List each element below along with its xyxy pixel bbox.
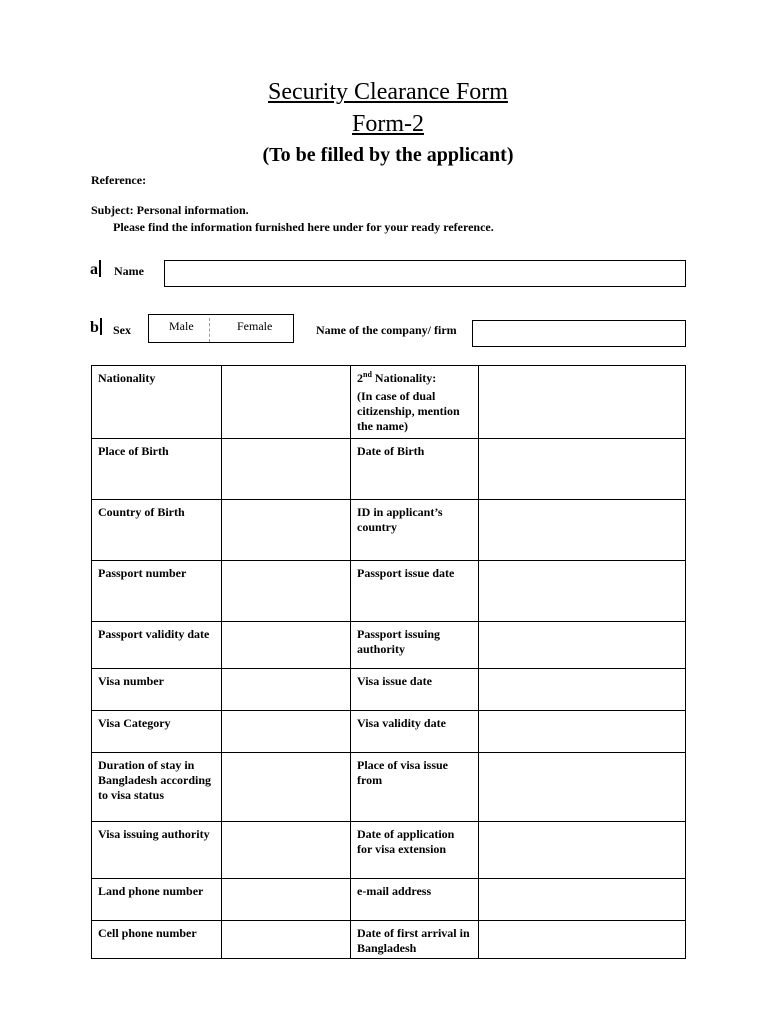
table-row <box>92 921 686 959</box>
sex-option-female[interactable]: Female <box>237 319 273 333</box>
subject-body: Please find the information furnished here under for your ready reference. <box>113 220 494 234</box>
cell-phone-label: Cell phone number <box>92 921 222 959</box>
item-letter-a: a <box>90 260 101 280</box>
table-row <box>92 879 686 921</box>
passport-number-field[interactable] <box>222 561 351 622</box>
duration-of-stay-label: Duration of stay in Bangladesh according to visa status <box>92 753 222 822</box>
visa-issue-date-field[interactable] <box>479 669 686 711</box>
first-arrival-field[interactable] <box>479 921 686 959</box>
visa-issue-place-label: Place of visa issue from <box>351 753 479 822</box>
visa-authority-label: Visa issuing authority <box>92 822 222 879</box>
land-phone-field[interactable] <box>222 879 351 921</box>
name-label: Name <box>114 264 144 278</box>
company-field[interactable] <box>472 320 686 347</box>
table-row <box>92 753 686 822</box>
nationality-field[interactable] <box>222 366 351 439</box>
sex-selector <box>148 314 294 343</box>
form-number: Form-2 <box>352 111 424 137</box>
table-row <box>92 822 686 879</box>
id-in-country-label: ID in applicant’s country <box>351 500 479 561</box>
date-of-birth-field[interactable] <box>479 439 686 500</box>
table-row <box>92 561 686 622</box>
visa-issue-place-field[interactable] <box>479 753 686 822</box>
table-row <box>92 366 686 439</box>
passport-issue-date-field[interactable] <box>479 561 686 622</box>
place-of-birth-field[interactable] <box>222 439 351 500</box>
item-letter-b: b <box>90 318 102 338</box>
table-row <box>92 500 686 561</box>
visa-extension-date-label: Date of application for visa extension <box>351 822 479 879</box>
visa-number-field[interactable] <box>222 669 351 711</box>
table-row <box>92 622 686 669</box>
sex-option-divider <box>209 318 210 342</box>
company-label: Name of the company/ firm <box>316 323 457 337</box>
visa-issue-date-label: Visa issue date <box>351 669 479 711</box>
second-nationality-field[interactable] <box>479 366 686 439</box>
email-label: e-mail address <box>351 879 479 921</box>
subject-line: Subject: Personal information. <box>91 203 249 217</box>
place-of-birth-label: Place of Birth <box>92 439 222 500</box>
passport-number-label: Passport number <box>92 561 222 622</box>
table-row <box>92 669 686 711</box>
date-of-birth-label: Date of Birth <box>351 439 479 500</box>
nationality-label: Nationality <box>92 366 222 439</box>
id-in-country-field[interactable] <box>479 500 686 561</box>
form-title: Security Clearance Form <box>268 79 508 105</box>
first-arrival-label: Date of first arrival in Bangladesh <box>351 921 479 959</box>
visa-validity-field[interactable] <box>479 711 686 753</box>
country-of-birth-label: Country of Birth <box>92 500 222 561</box>
visa-validity-label: Visa validity date <box>351 711 479 753</box>
sex-label: Sex <box>113 323 131 337</box>
reference-label: Reference: <box>91 173 147 187</box>
visa-number-label: Visa number <box>92 669 222 711</box>
passport-validity-label: Passport validity date <box>92 622 222 669</box>
second-nationality-hint: (In case of dual citizenship, mention the name) <box>357 389 460 433</box>
duration-of-stay-field[interactable] <box>222 753 351 822</box>
passport-authority-field[interactable] <box>479 622 686 669</box>
passport-authority-label: Passport issuing authority <box>351 622 479 669</box>
form-note: (To be filled by the applicant) <box>262 144 514 166</box>
email-field[interactable] <box>479 879 686 921</box>
sex-option-male[interactable]: Male <box>169 319 194 333</box>
cell-phone-field[interactable] <box>222 921 351 959</box>
visa-category-label: Visa Category <box>92 711 222 753</box>
name-field[interactable] <box>164 260 686 287</box>
passport-issue-date-label: Passport issue date <box>351 561 479 622</box>
table-row <box>92 711 686 753</box>
visa-extension-date-field[interactable] <box>479 822 686 879</box>
country-of-birth-field[interactable] <box>222 500 351 561</box>
visa-authority-field[interactable] <box>222 822 351 879</box>
land-phone-label: Land phone number <box>92 879 222 921</box>
applicant-details-table <box>91 365 686 959</box>
visa-category-field[interactable] <box>222 711 351 753</box>
table-row <box>92 439 686 500</box>
second-nationality-label: 2nd Nationality: (In case of dual citizenship, mention the name) <box>351 366 479 439</box>
passport-validity-field[interactable] <box>222 622 351 669</box>
